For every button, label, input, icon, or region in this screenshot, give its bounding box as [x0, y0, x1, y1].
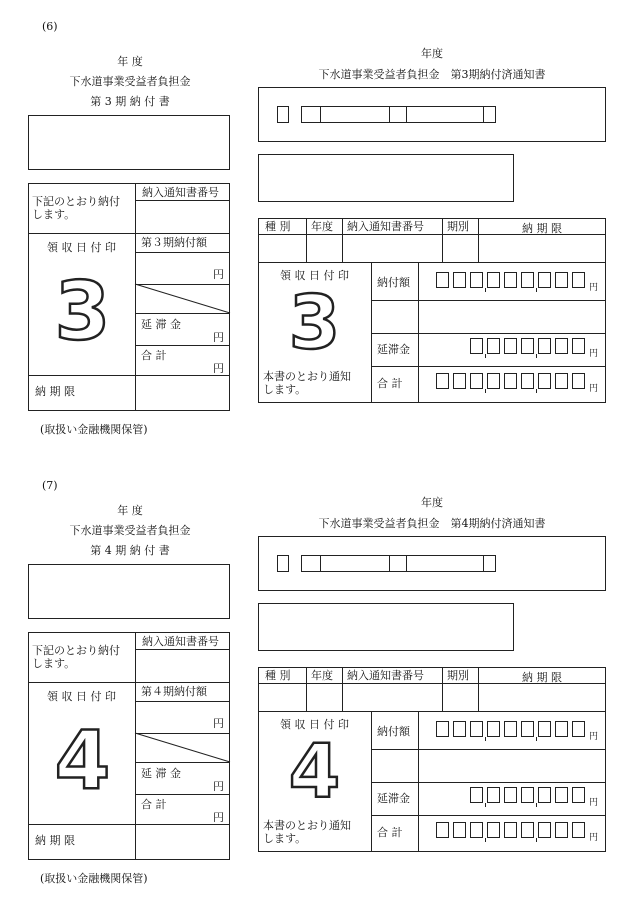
header-period: 期別: [447, 669, 469, 682]
yen-unit: 円: [213, 268, 224, 281]
header-notice-number: 納入通知書番号: [347, 220, 424, 233]
header-deadline: 納 期 限: [522, 222, 562, 235]
pay-note: 下記のとおり納付 します。: [32, 195, 120, 221]
yen-unit: 円: [213, 811, 224, 824]
notice-stamp-label: 領 収 日 付 印: [280, 269, 349, 282]
yen-unit: 円: [589, 732, 599, 742]
deadline-label: 納 期 限: [35, 385, 75, 398]
notice-stamp-digit: 4: [288, 729, 341, 815]
late-fee-label: 延 滞 金: [141, 767, 181, 780]
notice-year-label: 年度: [421, 496, 443, 509]
yen-unit: 円: [589, 833, 599, 843]
total-label: 合 計: [141, 798, 167, 811]
total-label: 合 計: [141, 349, 167, 362]
header-year: 年度: [311, 220, 333, 233]
deadline-label: 納 期 限: [35, 834, 75, 847]
amount-label: 納付額: [377, 276, 410, 289]
late-fee-label: 延滞金: [377, 343, 410, 356]
period-amount-label: 第４期納付額: [141, 685, 207, 698]
pay-note: 下記のとおり納付 します。: [32, 644, 120, 670]
notice-number-label: 納入通知書番号: [142, 635, 219, 648]
stamp-label: 領 収 日 付 印: [47, 241, 116, 254]
notice-note: 本書のとおり通知 します。: [263, 370, 351, 396]
yen-unit: 円: [213, 362, 224, 375]
header-deadline: 納 期 限: [522, 671, 562, 684]
yen-unit: 円: [589, 798, 599, 808]
stamp-digit: 4: [54, 714, 111, 807]
code-input-boxes: [301, 106, 496, 123]
total-label: 合 計: [377, 377, 403, 390]
custody-note: (取扱い金融機関保管): [40, 872, 148, 885]
receipt-payer-title: 下水道事業受益者負担金: [69, 524, 191, 537]
amount-label: 納付額: [377, 725, 410, 738]
stamp-label: 領 収 日 付 印: [47, 690, 116, 703]
header-type: 種 別: [265, 669, 291, 682]
notice-year-label: 年度: [421, 47, 443, 60]
receipt-title: 第 3 期 納 付 書: [90, 95, 170, 108]
notice-address-box: [258, 603, 514, 651]
notice-number-label: 納入通知書番号: [142, 186, 219, 199]
yen-unit: 円: [589, 283, 599, 293]
notice-note: 本書のとおり通知 します。: [263, 819, 351, 845]
late-fee-label: 延滞金: [377, 792, 410, 805]
late-fee-label: 延 滞 金: [141, 318, 181, 331]
receipt-payer-title: 下水道事業受益者負担金: [69, 75, 191, 88]
section-number: (6): [42, 20, 58, 33]
yen-unit: 円: [213, 331, 224, 344]
notice-stamp-digit: 3: [288, 280, 341, 366]
header-year: 年度: [311, 669, 333, 682]
header-type: 種 別: [265, 220, 291, 233]
yen-unit: 円: [589, 349, 599, 359]
notice-title: 下水道事業受益者負担金 第4期納付済通知書: [318, 517, 546, 530]
section-number: (7): [42, 479, 58, 492]
yen-unit: 円: [589, 384, 599, 394]
receipt-address-box: [28, 115, 230, 170]
total-label: 合 計: [377, 826, 403, 839]
section-6: [0, 0, 630, 455]
receipt-title: 第 4 期 納 付 書: [90, 544, 170, 557]
header-notice-number: 納入通知書番号: [347, 669, 424, 682]
code-input-boxes: [301, 555, 496, 572]
receipt-address-box: [28, 564, 230, 619]
period-amount-label: 第３期納付額: [141, 236, 207, 249]
notice-title: 下水道事業受益者負担金 第3期納付済通知書: [318, 68, 546, 81]
receipt-year-label: 年 度: [117, 55, 143, 68]
notice-stamp-label: 領 収 日 付 印: [280, 718, 349, 731]
header-period: 期別: [447, 220, 469, 233]
section-7: [0, 449, 630, 909]
notice-address-box: [258, 154, 514, 202]
custody-note: (取扱い金融機関保管): [40, 423, 148, 436]
stamp-digit: 3: [54, 265, 111, 358]
receipt-year-label: 年 度: [117, 504, 143, 517]
yen-unit: 円: [213, 717, 224, 730]
yen-unit: 円: [213, 780, 224, 793]
